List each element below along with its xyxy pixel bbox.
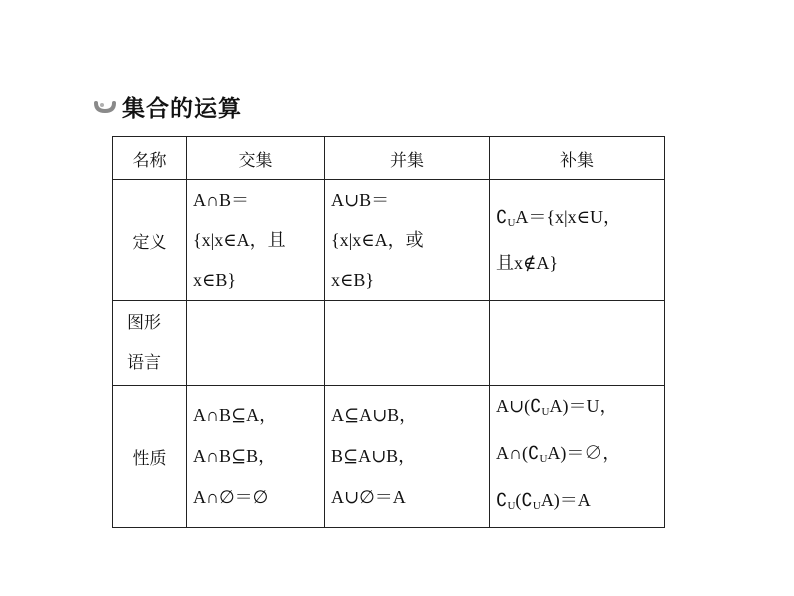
definition-line: x∈B} (193, 270, 236, 290)
property-text: A)＝U， (549, 396, 618, 416)
cell-complement-figure (490, 301, 665, 386)
cell-union-definition (325, 180, 490, 301)
definition-line (496, 197, 664, 243)
property-text: ∁ (496, 490, 508, 510)
property-text: A∪(∁ (496, 396, 542, 416)
cell-intersection-properties (187, 386, 325, 528)
section-title: 集合的运算 (122, 95, 242, 122)
property-line: A∪∅＝A (331, 487, 406, 507)
property-text: A)＝A (540, 490, 591, 510)
property-line: A∩∅＝∅ (193, 487, 269, 507)
cell-intersection-definition (187, 180, 325, 301)
row-label-line: 语言 (127, 353, 161, 373)
property-text: (∁ (515, 490, 533, 510)
property-line (496, 480, 664, 527)
definition-line: {x|x∈A，或 (331, 230, 424, 250)
definition-line: 且x∉A} (496, 253, 558, 273)
cell-union-properties (325, 386, 490, 528)
header-complement: 补集 (490, 137, 665, 180)
row-label-figure (113, 301, 187, 386)
property-text: A∩(∁ (496, 443, 540, 463)
property-line: B⊆A∪B， (331, 446, 417, 466)
cell-complement-definition (490, 180, 665, 301)
property-line: A⊆A∪B， (331, 405, 418, 425)
row-label-definition: 定义 (113, 180, 187, 301)
property-line: A∩B⊆B， (193, 446, 277, 466)
header-intersection: 交集 (187, 137, 325, 180)
swirl-bullet-icon (94, 99, 116, 113)
section-heading (94, 88, 242, 124)
table-row-properties (113, 386, 665, 528)
universe-subscript: U (507, 500, 516, 512)
universe-subscript: U (507, 217, 516, 229)
definition-text: A＝{x|x∈U， (515, 207, 621, 227)
table-header-row (113, 137, 665, 180)
property-line: A∩B⊆A， (193, 405, 278, 425)
universe-subscript: U (532, 500, 541, 512)
cell-intersection-figure (187, 301, 325, 386)
definition-line: A∪B＝ (331, 190, 390, 210)
set-operations-table (112, 136, 665, 528)
row-label-line: 图形 (127, 313, 161, 333)
property-text: A)＝∅， (547, 443, 621, 463)
table-row-definition (113, 180, 665, 301)
definition-line: {x|x∈A，且 (193, 230, 286, 250)
universe-subscript: U (539, 453, 548, 465)
row-label-properties: 性质 (113, 386, 187, 528)
header-union: 并集 (325, 137, 490, 180)
table-row-figure (113, 301, 665, 386)
complement-symbol: ∁ (496, 207, 508, 227)
property-line (496, 433, 664, 480)
property-line (496, 386, 664, 433)
cell-complement-properties (490, 386, 665, 528)
universe-subscript: U (541, 406, 550, 418)
definition-line: A∩B＝ (193, 190, 250, 210)
header-name: 名称 (113, 137, 187, 180)
definition-line: x∈B} (331, 270, 374, 290)
cell-union-figure (325, 301, 490, 386)
